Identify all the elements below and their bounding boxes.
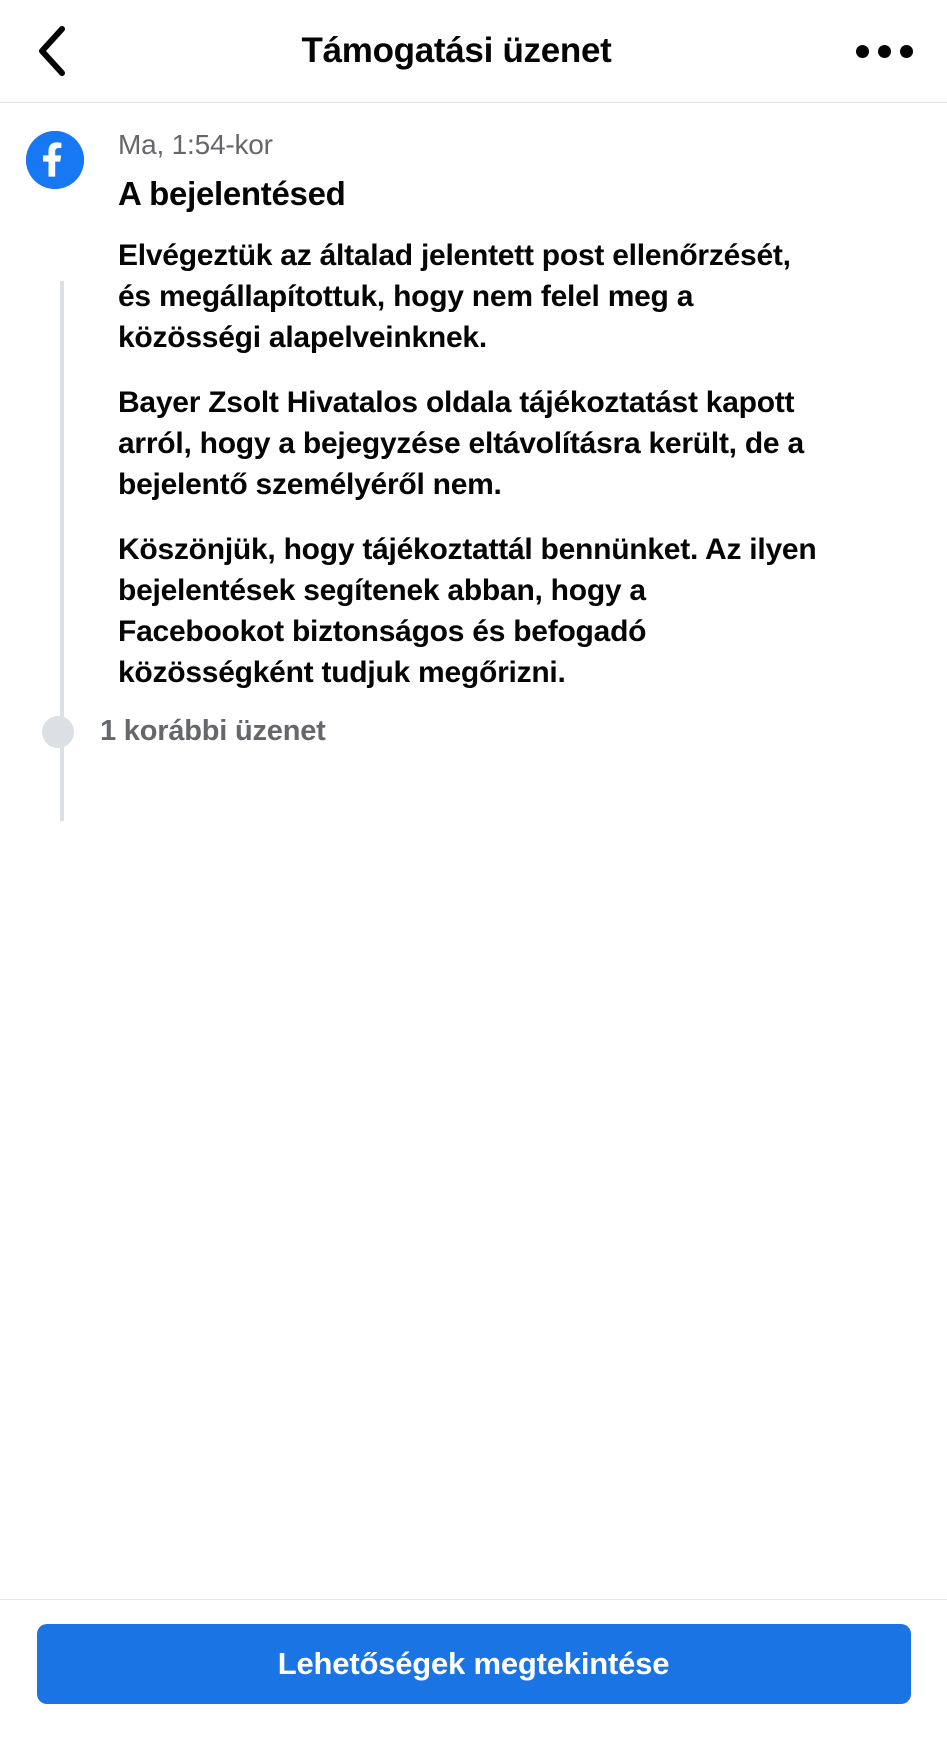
support-message xyxy=(0,127,947,693)
more-horizontal-icon-dot2 xyxy=(878,45,891,58)
message-body xyxy=(118,127,913,693)
earlier-messages-label: 1 korábbi üzenet xyxy=(100,715,326,747)
chevron-left-icon xyxy=(34,23,70,79)
app-header xyxy=(0,0,947,103)
more-horizontal-icon-dot3 xyxy=(900,45,913,58)
earlier-message-avatar-placeholder xyxy=(42,716,74,748)
message-paragraph-1: Elvégeztük az általad jelentett post ellenőrzését, és megállapítottuk, hogy nem felel meg a közösségi alapelveinknek. xyxy=(118,239,791,354)
message-paragraph-3: Köszönjük, hogy tájékoztattál bennünket. Az ilyen bejelentések segítenek abban, hogy a Facebookot biztonságos és befogadó közösségként tudjuk megőrizni. xyxy=(118,533,817,689)
footer-bar xyxy=(0,1599,947,1755)
more-options-button[interactable] xyxy=(843,23,913,79)
message-paragraph-2: Bayer Zsolt Hivatalos oldala tájékoztatást kapott arról, hogy a bejegyzése eltávolításra került, de a bejelentő személyéről nem. xyxy=(118,386,804,501)
more-horizontal-icon xyxy=(856,45,869,58)
message-thread xyxy=(0,103,947,748)
page-title: Támogatási üzenet xyxy=(301,31,612,70)
earlier-messages-item[interactable] xyxy=(0,693,947,748)
message-title: A bejelentésed xyxy=(118,175,346,212)
avatar xyxy=(26,131,84,189)
thread-connector-line xyxy=(60,281,64,821)
message-content xyxy=(0,103,947,748)
message-timestamp: Ma, 1:54-kor xyxy=(118,129,273,160)
view-options-button[interactable]: Lehetőségek megtekintése xyxy=(37,1624,911,1704)
